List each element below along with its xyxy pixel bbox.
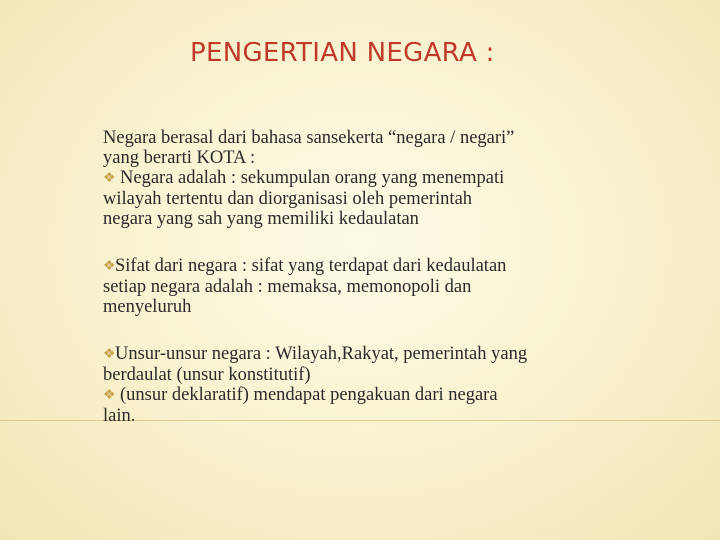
unsur-line-1: Unsur-unsur negara : Wilayah,Rakyat, pemerintah yang (115, 344, 528, 364)
sifat-line-1: Sifat dari negara : sifat yang terdapat dari kedaulatan (115, 256, 507, 276)
unsur-line-3: (unsur deklaratif) mendapat pengakuan dari negara (120, 385, 498, 405)
diamond-bullet-icon: ❖ (103, 388, 116, 403)
slide-title: PENGERTIAN NEGARA : (190, 38, 495, 68)
intro-line-1: Negara berasal dari bahasa sansekerta “negara / negari” (103, 128, 515, 148)
definition-line-2: wilayah tertentu dan diorganisasi oleh pemerintah (103, 189, 473, 209)
definition-line-1: Negara adalah : sekumpulan orang yang menempati (120, 168, 505, 188)
diamond-bullet-icon: ❖ (103, 259, 116, 274)
diamond-bullet-icon: ❖ (103, 347, 116, 362)
slide-body (103, 128, 683, 426)
sifat-line-3: menyeluruh (103, 297, 192, 317)
unsur-line-4: lain. (103, 406, 136, 426)
paragraph-sifat (103, 256, 683, 317)
diamond-bullet-icon: ❖ (103, 171, 116, 186)
paragraph-unsur (103, 344, 683, 426)
unsur-line-2: berdaulat (unsur konstitutif) (103, 365, 311, 385)
intro-line-2: yang berarti KOTA : (103, 148, 256, 168)
sifat-line-2: setiap negara adalah : memaksa, memonopoli dan (103, 277, 472, 297)
definition-line-3: negara yang sah yang memiliki kedaulatan (103, 209, 419, 229)
paragraph-definition (103, 128, 683, 229)
